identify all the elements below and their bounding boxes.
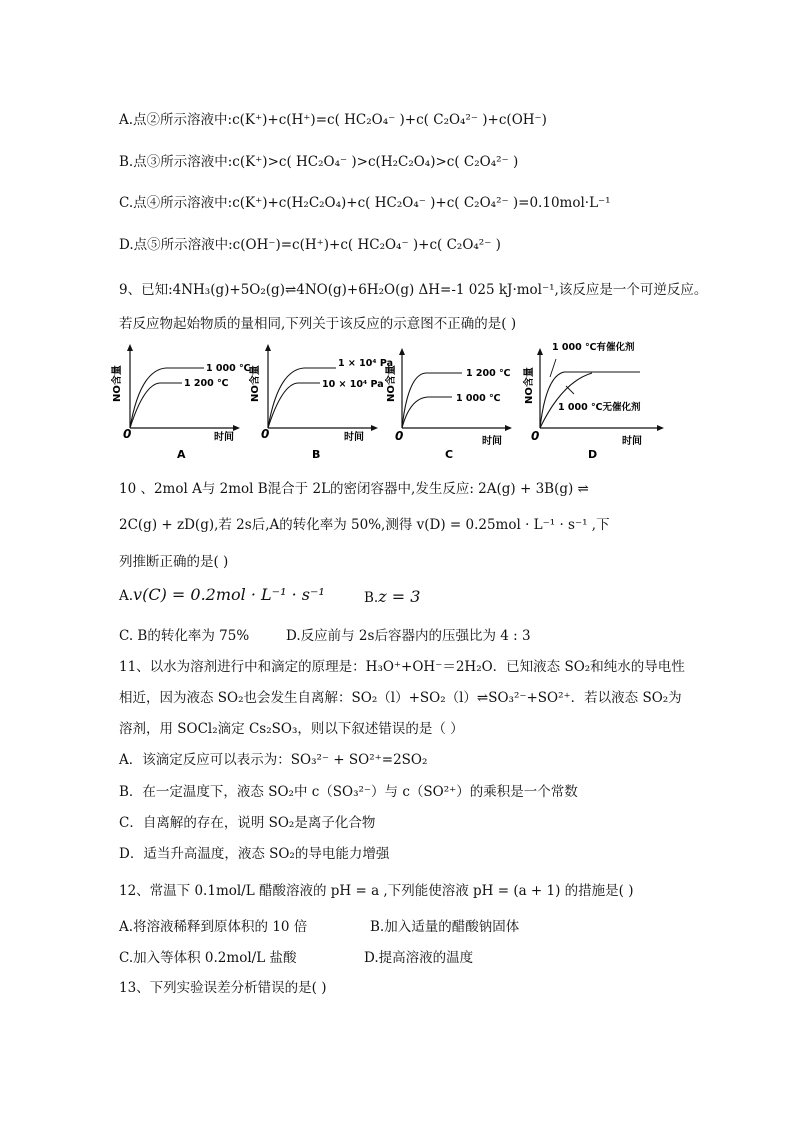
graph-a-origin: 0 — [123, 427, 132, 441]
q8-option-c: C.点④所示溶液中:c(K⁺)+c(H₂C₂O₄)+c( HC₂O₄⁻ )+c( C₂O₄²⁻ )=0.10mol·L⁻¹ — [119, 195, 611, 211]
q10-option-b — [364, 587, 420, 606]
q8-option-d: D.点⑤所示溶液中:c(OH⁻)=c(H⁺)+c( HC₂O₄⁻ )+c( C₂O₄²⁻ ) — [119, 237, 501, 253]
q11-stem-line3: 溶剂，用 SOCl₂滴定 Cs₂SO₃，则以下叙述错误的是（ ） — [119, 721, 464, 737]
q10-option-a-prefix: A. — [119, 588, 134, 604]
graph-c-letter: C — [445, 448, 454, 461]
graph-d-ylabel: NO含量 — [524, 367, 535, 404]
q11-option-c: C．自离解的存在，说明 SO₂是离子化合物 — [119, 815, 376, 831]
graph-a — [110, 342, 251, 461]
graph-b — [248, 342, 393, 461]
graph-b-ylabel: NO含量 — [250, 365, 261, 402]
q11-option-d: D．适当升高温度，液态 SO₂的导电能力增强 — [119, 846, 390, 862]
graph-c-origin: 0 — [395, 429, 404, 443]
q12-option-a: A.将溶液稀释到原体积的 10 倍 — [119, 919, 308, 935]
q10-option-a-formula: v(C) = 0.2mol · L⁻¹ · s⁻¹ — [133, 585, 325, 604]
graph-c-lower-label: 1 000 ℃ — [456, 393, 501, 404]
q11-stem-line1: 11、以水为溶剂进行中和滴定的原理是：H₃O⁺+OH⁻＝2H₂O．已知液态 SO₂和纯水的导电性 — [119, 659, 685, 675]
q8-option-a: A.点②所示溶液中:c(K⁺)+c(H⁺)=c( HC₂O₄⁻ )+c( C₂O₄²⁻ )+c(OH⁻) — [119, 112, 547, 128]
q8-option-b: B.点③所示溶液中:c(K⁺)>c( HC₂O₄⁻ )>c(H₂C₂O₄)>c( C₂O₄²⁻ ) — [119, 154, 519, 170]
q10-option-d: D.反应前与 2s后容器内的压强比为 4 : 3 — [286, 628, 531, 644]
graph-a-xlabel: 时间 — [214, 432, 234, 443]
graph-d-xlabel: 时间 — [622, 436, 642, 447]
graph-b-xlabel: 时间 — [344, 432, 364, 443]
graph-b-lower-label: 10 × 10⁴ Pa — [322, 379, 384, 390]
graph-a-upper-label: 1 000 ℃ — [206, 363, 251, 374]
graph-d-origin: 0 — [531, 429, 540, 443]
q10-stem-line2: 2C(g) + zD(g),若 2s后,A的转化率为 50%,测得 v(D) = 0.25mol · L⁻¹ · s⁻¹ ,下 — [119, 517, 610, 533]
q10-option-b-prefix: B. — [364, 590, 379, 606]
graph-d-lower-label: 1 000 ℃无催化剂 — [558, 402, 641, 413]
q10-option-c: C. B的转化率为 75% — [119, 628, 250, 644]
graph-a-letter: A — [177, 448, 186, 461]
q11-option-a: A．该滴定反应可以表示为：SO₃²⁻ + SO²⁺=2SO₂ — [119, 752, 428, 768]
q10-option-a — [119, 585, 325, 604]
graph-c-upper-label: 1 200 ℃ — [466, 368, 511, 379]
graph-b-origin: 0 — [261, 427, 270, 441]
q9-stem-line2: 若反应物起始物质的量相同,下列关于该反应的示意图不正确的是( ) — [119, 316, 517, 332]
graph-a-lower-label: 1 200 ℃ — [184, 378, 229, 389]
q9-stem-line1: 9、已知:4NH₃(g)+5O₂(g)⇌4NO(g)+6H₂O(g) ΔH=-1 025 kJ·mol⁻¹,该反应是一个可逆反应。 — [119, 282, 708, 298]
graph-b-letter: B — [312, 448, 321, 461]
q12-option-c: C.加入等体积 0.2mol/L 盐酸 — [119, 950, 297, 966]
graph-c — [386, 346, 522, 460]
q12-option-d: D.提高溶液的温度 — [364, 950, 474, 966]
q10-stem-line3: 列推断正确的是( ) — [119, 554, 229, 570]
graph-d-letter: D — [588, 448, 598, 461]
q10-stem-line1: 10 、2mol A与 2mol B混合于 2L的密闭容器中,发生反应: 2A(g) + 3B(g) ⇌ — [119, 481, 589, 497]
graph-d-upper-label: 1 000 ℃有催化剂 — [552, 342, 635, 353]
graph-b-upper-label: 1 × 10⁴ Pa — [338, 358, 393, 369]
q12-stem-line1: 12、常温下 0.1mol/L 醋酸溶液的 pH = a ,下列能使溶液 pH = (a + 1) 的措施是( ) — [119, 883, 634, 899]
graph-d — [522, 332, 672, 460]
graph-c-xlabel: 时间 — [482, 436, 502, 447]
graph-a-ylabel: NO含量 — [112, 365, 123, 402]
q10-option-b-formula: z = 3 — [378, 587, 421, 606]
q12-option-b: B.加入适量的醋酸钠固体 — [370, 919, 520, 935]
q13-stem-line1: 13、下列实验误差分析错误的是( ) — [119, 980, 327, 996]
graph-c-ylabel: NO含量 — [386, 365, 397, 402]
q11-stem-line2: 相近，因为液态 SO₂也会发生自离解：SO₂（l）+SO₂（l）⇌SO₃²⁻+SO²⁺．若以液态 SO₂为 — [119, 690, 682, 706]
q11-option-b: B．在一定温度下，液态 SO₂中 c（SO₃²⁻）与 c（SO²⁺）的乘积是一个常数 — [119, 784, 578, 800]
